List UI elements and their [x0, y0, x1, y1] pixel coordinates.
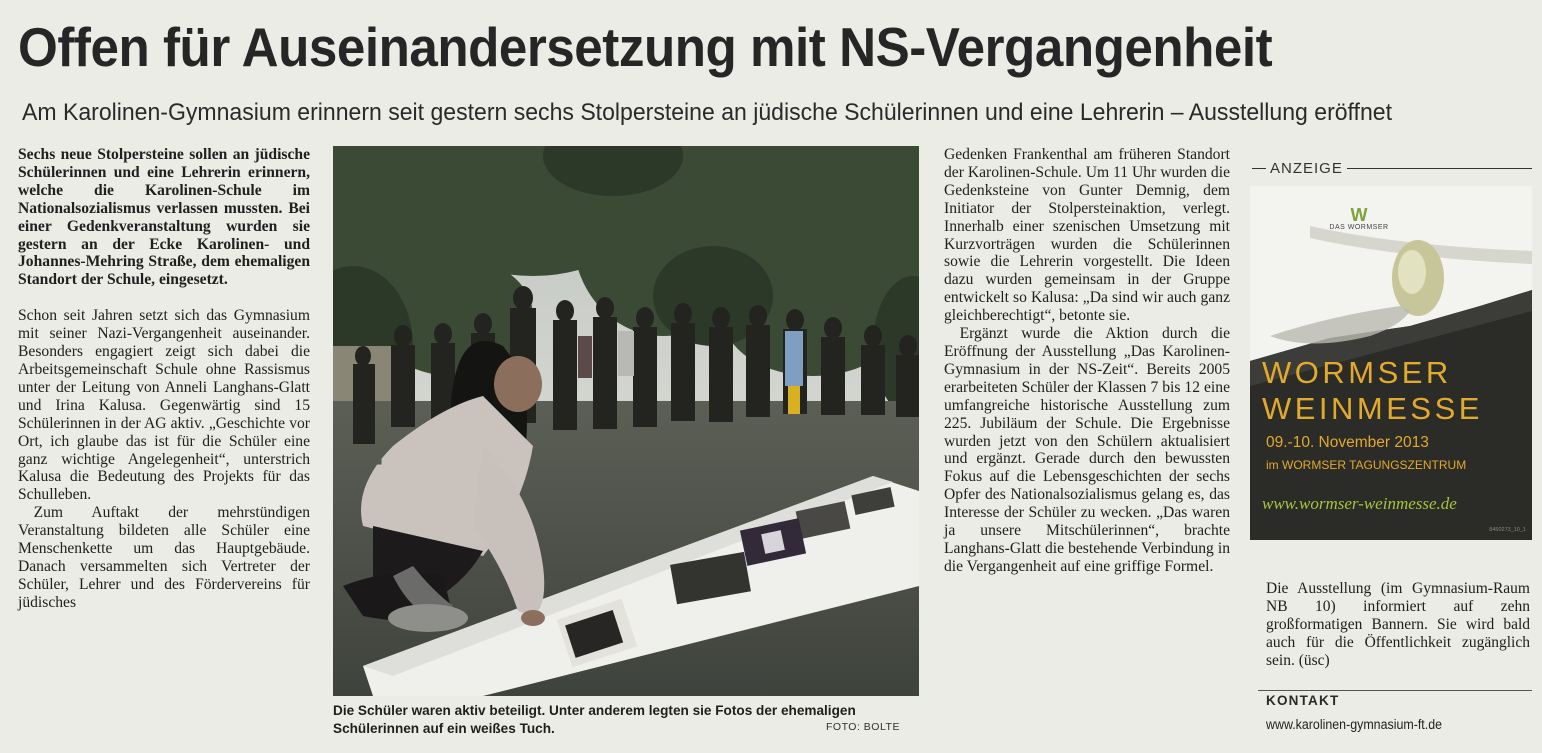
article-paragraph: Schon seit Jahren setzt sich das Gymnasium mit seiner Nazi-Vergangenheit auseinander. Besonders engagiert zeigt sich dabei die Arbeitsgemeinschaft Schule ohne Rassismus unter der Leitung von Anneli Langhans-Glatt und Irina Kalusa. Gegenwärtig sind 15 Schülerinnen in der AG aktiv. „Geschichte vor Ort, ich glaube das ist für die Schüler eine ganz wichtige Angelegenheit“, unterstrich Kalusa die Bedeutung des Projekts für das Schulleben.: [18, 307, 310, 504]
article-paragraph: Zum Auftakt der mehrstündigen Veranstaltung bildeten alle Schüler eine Menschenkette um das Hauptgebäude. Danach versammelten sich Vertreter der Schüler, Lehrer und des Fördervereins für jüdisches: [18, 504, 310, 611]
ad-title-line-2: WEINMESSE: [1262, 391, 1483, 426]
photo-caption: Die Schüler waren aktiv beteiligt. Unter anderem legten sie Fotos der ehemaligen Schülerinnen auf ein weißes Tuch.: [333, 703, 856, 736]
kontakt-url-link[interactable]: www.karolinen-gymnasium-ft.de: [1266, 717, 1443, 732]
article-paragraph: Gedenken Frankenthal am früheren Standort der Karolinen-Schule. Um 11 Uhr wurden die Gedenksteine von Gunter Demnig, dem Initiator der Stolpersteinaktion, verlegt. Innerhalb einer szenischen Umsetzung mit Kurzvorträgen wurden die Schülerinnen sowie die Lehrerin vorgestellt. Die Ideen dazu wurden gemeinsam in der Gruppe entwickelt so Kalusa: „Da sind wir auch ganz gleichberechtigt“, betonte sie.: [944, 146, 1230, 325]
exhibition-info: Die Ausstellung (im Gymnasium-Raum NB 10) informiert auf zehn großformatigen Bannern. Sie wird bald auch für die Öffentlichkeit zugänglich sein. (üsc): [1266, 580, 1530, 669]
ad-brand-name: DAS WORMSER: [1329, 224, 1389, 231]
ad-label-rule: [1252, 168, 1266, 169]
ad-code: 8450273_10_1: [1489, 527, 1526, 533]
ad-brand-letter: W: [1350, 205, 1368, 225]
ad-venue: im WORMSER TAGUNGSZENTRUM: [1266, 458, 1467, 472]
ad-dates: 09.-10. November 2013: [1266, 434, 1429, 451]
article-subheadline: Am Karolinen-Gymnasium erinnern seit gestern sechs Stolpersteine an jüdische Schülerinnen und eine Lehrerin – Ausstellung eröffnet: [22, 99, 1392, 126]
article-lead: Sechs neue Stolpersteine sollen an jüdische Schülerinnen und eine Lehrerin erinnern, welche die Karolinen-Schule im Nationalsozialismus verlassen mussten. Bei einer Gedenkveranstaltung wurden sie gestern an der Ecke Karolinen- und Johannes-Mehring Straße, dem ehemaligen Standort der Schule, eingesetzt.: [18, 146, 310, 289]
wine-fair-advertisement[interactable]: [1250, 186, 1532, 540]
ad-brand-logo: [1314, 206, 1404, 231]
article-photo: [333, 146, 919, 696]
article-headline: Offen für Auseinandersetzung mit NS-Vergangenheit: [18, 16, 1273, 78]
article-column-2: [944, 146, 1230, 576]
photo-credit: FOTO: BOLTE: [826, 721, 900, 733]
kontakt-divider: [1258, 690, 1532, 691]
ad-title-line-1: WORMSER: [1262, 355, 1452, 390]
article-column-1: [18, 146, 310, 612]
ad-label-text: ANZEIGE: [1270, 160, 1343, 177]
ad-url-link[interactable]: www.wormser-weinmesse.de: [1262, 494, 1457, 513]
kontakt-label: KONTAKT: [1266, 693, 1340, 708]
ad-label: [1252, 160, 1532, 177]
ad-label-rule: [1347, 168, 1532, 169]
article-paragraph: Ergänzt wurde die Aktion durch die Eröffnung der Ausstellung „Das Karolinen-Gymnasium in der NS-Zeit“. Bereits 2005 erarbeiteten Schüler der Klassen 7 bis 12 eine umfangreiche historische Ausstellung zum 225. Jubiläum der Schule. Die Ergebnisse wurden jetzt von den Schülern aktualisiert und ergänzt. Gerade durch den bewussten Fokus auf die Lebensgeschichten der sechs Opfer des Nationalsozialismus gelang es, das Interesse der Schüler zu wecken. „Das waren ja unsere Mitschülerinnen“, brachte Langhans-Glatt die bestehende Verbindung in die Vergangenheit auf eine griffige Formel.: [944, 325, 1230, 575]
photo-illustration: [333, 146, 919, 696]
